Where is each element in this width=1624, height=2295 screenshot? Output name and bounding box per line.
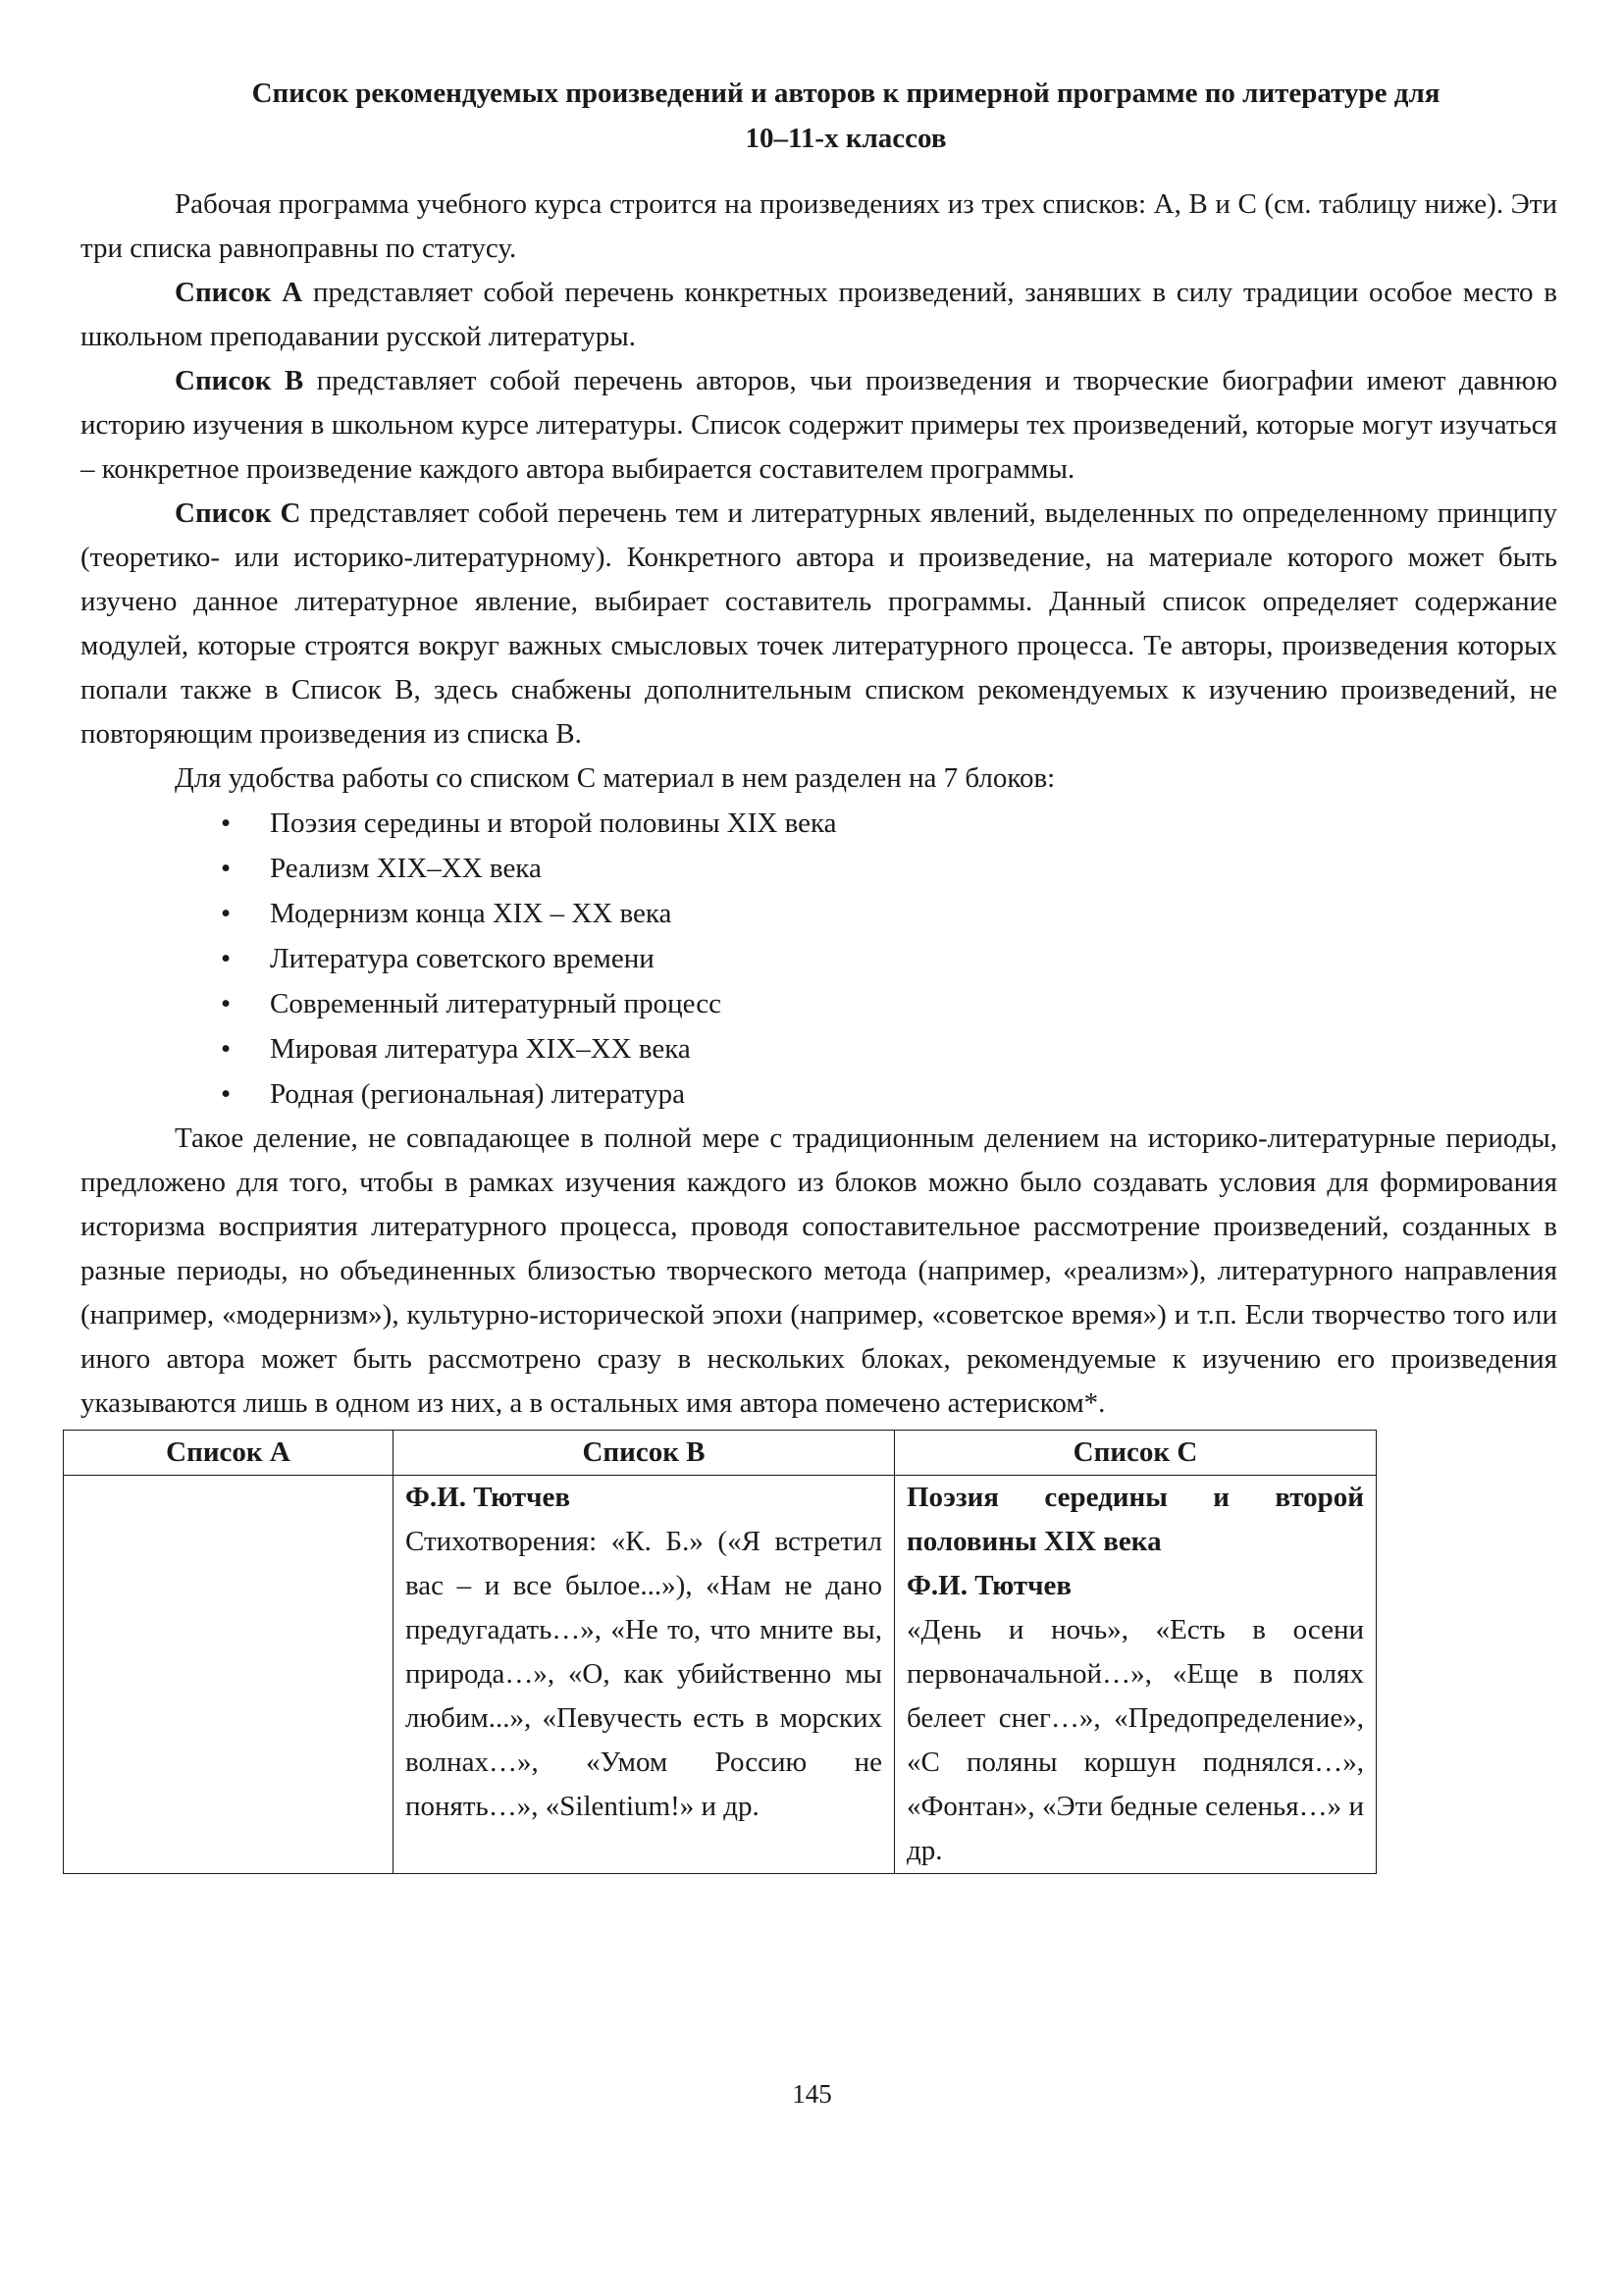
bullet-icon: • xyxy=(221,988,232,1019)
list-a-label: Список А xyxy=(175,277,303,308)
list-c-text: представляет собой перечень тем и литературных явлений, выделенных по определенному принципу (теоретико- или историко-литературному). Конкретного автора и произведение, на материале которого может быть изучено данное литературное явление, выбирает составитель программы. Данный список определяет содержание модулей, которые строятся вокруг важных смысловых точек литературного процесса. Те авторы, произведения которых попали также в Список В, здесь снабжены дополнительным списком рекомендуемых к изучению произведений, не повторяющим произведения из списка В. xyxy=(80,497,1557,750)
list-item xyxy=(221,1026,1557,1071)
list-c-paragraph xyxy=(80,492,1557,756)
list-item-text: Реализм XIX–XX века xyxy=(270,853,542,884)
list-item-text: Современный литературный процесс xyxy=(270,988,722,1019)
cell-c-author: Ф.И. Тютчев xyxy=(907,1570,1073,1601)
list-b-paragraph xyxy=(80,359,1557,492)
cell-c-works: «День и ночь», «Есть в осени первоначальной…», «Еще в полях белеет снег…», «Предопределение», «С поляны коршун поднялся…», «Фонтан», «Эти бедные селенья…» и др. xyxy=(907,1614,1364,1866)
header-list-c: Список С xyxy=(895,1431,1377,1476)
header-list-a: Список А xyxy=(64,1431,393,1476)
list-b-label: Список В xyxy=(175,365,304,396)
bullet-icon: • xyxy=(221,943,232,974)
bullet-icon: • xyxy=(221,1033,232,1065)
blocks-list xyxy=(80,801,1557,1117)
document-title xyxy=(80,71,1557,161)
lists-table xyxy=(63,1430,1377,1874)
bullet-icon: • xyxy=(221,853,232,884)
cell-b-author: Ф.И. Тютчев xyxy=(405,1482,571,1513)
list-c-label: Список С xyxy=(175,497,301,529)
title-line-2: 10–11-х классов xyxy=(745,123,947,154)
cell-list-a xyxy=(64,1476,393,1874)
cell-list-b xyxy=(393,1476,895,1874)
bullet-icon: • xyxy=(221,898,232,929)
blocks-intro: Для удобства работы со списком С материал в нем разделен на 7 блоков: xyxy=(175,762,1056,794)
list-item-text: Родная (региональная) литература xyxy=(270,1078,686,1110)
list-b-text: представляет собой перечень авторов, чьи произведения и творческие биографии имеют давнюю историю изучения в школьном курсе литературы. Список содержит примеры тех произведений, которые могут изучаться – конкретное произведение каждого автора выбирается составителем программы. xyxy=(80,365,1557,485)
list-a-paragraph xyxy=(80,271,1557,359)
conclusion-paragraph: Такое деление, не совпадающее в полной мере с традиционным делением на историко-литературные периоды, предложено для того, чтобы в рамках изучения каждого из блоков можно было создавать условия для формирования историзма восприятия литературного процесса, проводя сопоставительное рассмотрение произведений, созданных в разные периоды, но объединенных близостью творческого метода (например, «реализм»), литературного направления (например, «модернизм»), культурно-исторической эпохи (например, «советское время») и т.п. Если творчество того или иного автора может быть рассмотрено сразу в нескольких блоках, рекомендуемые к изучению его произведения указываются лишь в одном из них, а в остальных имя автора помечено астериском*. xyxy=(80,1122,1557,1419)
bullet-icon: • xyxy=(221,808,232,839)
list-item-text: Поэзия середины и второй половины XIX века xyxy=(270,808,837,839)
cell-list-c xyxy=(895,1476,1377,1874)
list-item xyxy=(221,936,1557,981)
list-item-text: Модернизм конца XIX – XX века xyxy=(270,898,672,929)
document-page xyxy=(80,71,1557,1874)
bullet-icon: • xyxy=(221,1078,232,1110)
list-a-text: представляет собой перечень конкретных произведений, занявших в силу традиции особое место в школьном преподавании русской литературы. xyxy=(80,277,1557,352)
list-item xyxy=(221,801,1557,846)
intro-paragraph: Рабочая программа учебного курса строится на произведениях из трех списков: А, В и С (см. таблицу ниже). Эти три списка равноправны по статусу. xyxy=(80,188,1557,264)
list-item-text: Мировая литература XIX–XX века xyxy=(270,1033,691,1065)
list-item xyxy=(221,846,1557,891)
header-list-b: Список В xyxy=(393,1431,895,1476)
cell-c-block-title: Поэзия середины и второй половины XIX века xyxy=(907,1482,1364,1557)
cell-b-works: Стихотворения: «К. Б.» («Я встретил вас – и все былое...»), «Нам не дано предугадать…», «Не то, что мните вы, природа…», «О, как убийственно мы любим...», «Певучесть есть в морских волнах…», «Умом Россию не понять…», «Silentium!» и др. xyxy=(405,1526,882,1822)
table-header-row xyxy=(64,1431,1377,1476)
page-number: 145 xyxy=(792,2079,832,2109)
list-item xyxy=(221,981,1557,1026)
table-row xyxy=(64,1476,1377,1874)
list-item-text: Литература советского времени xyxy=(270,943,655,974)
list-item xyxy=(221,1071,1557,1117)
title-line-1: Список рекомендуемых произведений и авторов к примерной программе по литературе для xyxy=(251,78,1441,109)
list-item xyxy=(221,891,1557,936)
